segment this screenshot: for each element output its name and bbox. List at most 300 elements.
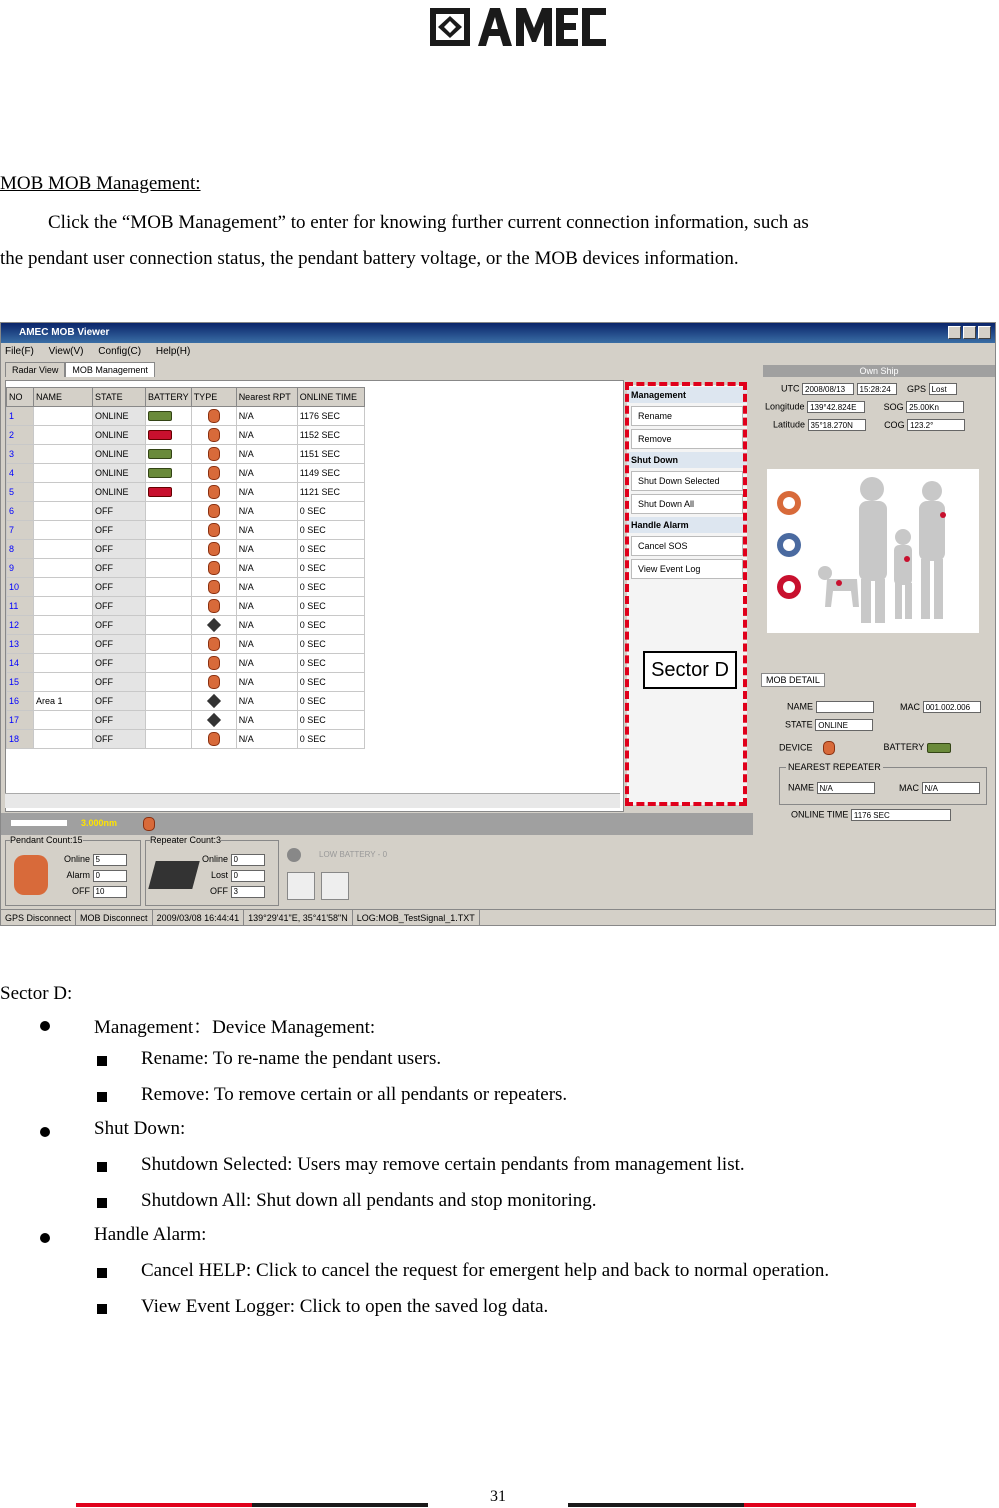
own-ship-title: Own Ship — [763, 365, 995, 377]
r-off-label: OFF — [210, 886, 229, 896]
detail-mac-label: MAC — [900, 701, 921, 712]
section-heading: MOB MOB Management: — [0, 173, 201, 194]
cell-battery — [146, 502, 192, 521]
menu-view[interactable]: View(V) — [48, 346, 84, 357]
cell-online-time: 0 SEC — [297, 673, 364, 692]
utc-date-field[interactable] — [802, 383, 854, 395]
pendant-icon — [208, 466, 220, 480]
cell-online-time: 0 SEC — [297, 502, 364, 521]
cell-nearest-rpt: N/A — [236, 540, 297, 559]
cell-nearest-rpt: N/A — [236, 521, 297, 540]
cell-online-time: 0 SEC — [297, 635, 364, 654]
table-row[interactable] — [7, 635, 365, 654]
mob-viewer-window — [0, 322, 996, 926]
cell-nearest-rpt: N/A — [236, 464, 297, 483]
cell-online-time: 0 SEC — [297, 654, 364, 673]
cell-type — [191, 445, 236, 464]
cell-state: OFF — [93, 616, 146, 635]
col-no[interactable]: NO — [7, 388, 34, 407]
detail-name-field[interactable] — [816, 701, 874, 713]
cell-nearest-rpt: N/A — [236, 730, 297, 749]
bullet-dot-icon — [40, 1233, 50, 1243]
cell-name — [34, 540, 93, 559]
pendant-icon — [208, 675, 220, 689]
page-number: 31 — [490, 1488, 506, 1505]
sub-item-view-event-logger — [141, 1296, 548, 1318]
repeater-icon — [207, 694, 221, 708]
pendant-device-icon — [14, 855, 48, 895]
battery-icon — [148, 487, 172, 497]
menu-file[interactable]: File(F) — [5, 346, 34, 357]
table-row[interactable] — [7, 540, 365, 559]
table-row[interactable] — [7, 730, 365, 749]
cell-type — [191, 616, 236, 635]
cell-name — [34, 521, 93, 540]
cell-battery — [146, 407, 192, 426]
cell-no: 13 — [7, 635, 34, 654]
online-time-row — [791, 809, 951, 821]
table-row[interactable] — [7, 654, 365, 673]
status-mob: MOB Disconnect — [76, 910, 153, 926]
online-time-label: ONLINE TIME — [791, 809, 849, 820]
sog-label: SOG — [883, 401, 904, 412]
cell-name — [34, 483, 93, 502]
pendant-icon — [208, 523, 220, 537]
pendant-icon — [208, 656, 220, 670]
menu-config[interactable]: Config(C) — [98, 346, 142, 357]
cell-battery — [146, 540, 192, 559]
online-time-field[interactable] — [851, 809, 951, 821]
cell-battery — [146, 673, 192, 692]
count-area — [1, 836, 753, 908]
sector-d-label: Sector D — [643, 651, 737, 689]
cell-name — [34, 616, 93, 635]
pendant-icon — [208, 542, 220, 556]
longitude-field[interactable] — [807, 401, 865, 413]
p-online-label: Online — [64, 854, 91, 864]
sub-item-text: Shutdown All: Shut down all pendants and stop monitoring. — [141, 1190, 597, 1211]
cell-battery — [146, 578, 192, 597]
repeater-icon — [207, 618, 221, 632]
gps-field[interactable] — [929, 383, 957, 395]
cell-type — [191, 483, 236, 502]
table-row[interactable] — [7, 483, 365, 502]
cell-no: 7 — [7, 521, 34, 540]
cell-name — [34, 464, 93, 483]
footer-line-dark-right — [568, 1503, 744, 1507]
scale-text: 3.000nm — [81, 818, 118, 828]
battery-icon — [148, 430, 172, 440]
cell-type — [191, 673, 236, 692]
cell-name — [34, 654, 93, 673]
p-alarm-field[interactable] — [93, 870, 127, 882]
utc-label: UTC — [781, 383, 800, 394]
rep-name-field[interactable] — [817, 782, 875, 794]
intro-line-1: Click the “MOB Management” to enter for knowing further current connection information, such as — [48, 212, 809, 233]
tab-radar-view[interactable]: Radar View — [5, 362, 65, 377]
battery-icon — [927, 743, 951, 753]
bullet-square-icon — [97, 1162, 107, 1172]
cell-no: 16 — [7, 692, 34, 711]
sub-item-text: Remove: To remove certain or all pendants or repeaters. — [141, 1084, 568, 1105]
pendant-icon — [143, 817, 155, 831]
cell-online-time: 1151 SEC — [297, 445, 364, 464]
cell-nearest-rpt: N/A — [236, 578, 297, 597]
cell-nearest-rpt: N/A — [236, 673, 297, 692]
table-row[interactable] — [7, 616, 365, 635]
cell-nearest-rpt: N/A — [236, 445, 297, 464]
cell-battery — [146, 559, 192, 578]
detail-mac-field[interactable] — [923, 701, 981, 713]
col-online-time[interactable]: ONLINE TIME — [297, 388, 364, 407]
cell-battery — [146, 635, 192, 654]
tab-mob-detail[interactable]: MOB DETAIL — [761, 673, 825, 687]
remove-button[interactable]: Remove — [631, 429, 743, 449]
cell-no: 2 — [7, 426, 34, 445]
cell-nearest-rpt: N/A — [236, 502, 297, 521]
cell-state: OFF — [93, 578, 146, 597]
window-titlebar: AMEC MOB Viewer — [1, 323, 995, 343]
cell-type — [191, 426, 236, 445]
table-row[interactable] — [7, 445, 365, 464]
low-battery-text: LOW BATTERY - 0 — [319, 850, 388, 859]
cell-no: 11 — [7, 597, 34, 616]
mob-table-area — [5, 380, 624, 812]
status-gps: GPS Disconnect — [1, 910, 76, 926]
cell-nearest-rpt: N/A — [236, 407, 297, 426]
intro-paragraph — [0, 205, 999, 277]
repeater-count-group — [145, 835, 279, 906]
bullet-dot-icon — [40, 1021, 50, 1031]
table-row[interactable] — [7, 407, 365, 426]
cell-type — [191, 635, 236, 654]
cell-online-time: 0 SEC — [297, 711, 364, 730]
cell-online-time: 0 SEC — [297, 578, 364, 597]
battery-icon — [148, 411, 172, 421]
cell-battery — [146, 730, 192, 749]
view-event-log-button[interactable]: View Event Log — [631, 559, 743, 579]
detail-state-row — [785, 719, 873, 731]
pendant-count-label: Pendant Count:15 — [10, 835, 83, 845]
table-row[interactable] — [7, 559, 365, 578]
cell-no: 18 — [7, 730, 34, 749]
table-row[interactable] — [7, 711, 365, 730]
pendant-icon — [208, 580, 220, 594]
utc-row — [781, 383, 957, 395]
cell-battery — [146, 483, 192, 502]
status-position: 139°29'41"E, 35°41'58"N — [244, 910, 353, 926]
r-lost-field[interactable] — [231, 870, 265, 882]
cell-no: 4 — [7, 464, 34, 483]
sub-item-remove — [141, 1084, 567, 1106]
repeater-count-label: Repeater Count:3 — [150, 835, 222, 845]
sector-d-title: Sector D: — [0, 983, 73, 1004]
repeater-icon — [207, 713, 221, 727]
close-button[interactable] — [978, 326, 991, 339]
status-datetime: 2009/03/08 16:44:41 — [153, 910, 245, 926]
cell-no: 15 — [7, 673, 34, 692]
cell-type — [191, 464, 236, 483]
cell-online-time: 0 SEC — [297, 597, 364, 616]
cell-name — [34, 407, 93, 426]
cell-state: OFF — [93, 673, 146, 692]
cell-online-time: 0 SEC — [297, 692, 364, 711]
col-name[interactable]: NAME — [34, 388, 93, 407]
footer-line-red-right — [744, 1503, 916, 1507]
cell-battery — [146, 692, 192, 711]
cell-no: 8 — [7, 540, 34, 559]
shutdown-selected-button[interactable]: Shut Down Selected — [631, 471, 743, 491]
pendant-icon — [208, 447, 220, 461]
sub-item-text: View Event Logger: Click to open the saved log data. — [141, 1296, 549, 1317]
cell-battery — [146, 654, 192, 673]
cell-no: 14 — [7, 654, 34, 673]
management-header[interactable]: Management — [627, 387, 747, 403]
cell-name — [34, 559, 93, 578]
battery-icon — [148, 468, 172, 478]
cancel-sos-button[interactable]: Cancel SOS — [631, 536, 743, 556]
sub-item-cancel-help — [141, 1260, 829, 1282]
cell-state: OFF — [93, 635, 146, 654]
cell-no: 12 — [7, 616, 34, 635]
cell-no: 10 — [7, 578, 34, 597]
mob-table — [6, 387, 365, 749]
rep-name-label: NAME — [788, 782, 815, 793]
repeater-stats — [202, 851, 265, 899]
cell-type — [191, 654, 236, 673]
cell-type — [191, 597, 236, 616]
cell-state: OFF — [93, 502, 146, 521]
rep-mac-label: MAC — [899, 782, 920, 793]
cell-online-time: 0 SEC — [297, 540, 364, 559]
cell-state: OFF — [93, 540, 146, 559]
table-row[interactable] — [7, 578, 365, 597]
bullet-dot-icon — [40, 1127, 50, 1137]
sound-button[interactable] — [287, 872, 315, 900]
r-lost-label: Lost — [211, 870, 229, 880]
cell-name — [34, 730, 93, 749]
cell-name — [34, 578, 93, 597]
scale-bar — [1, 813, 753, 835]
detail-name-label: NAME — [787, 701, 814, 712]
cell-type — [191, 407, 236, 426]
shutdown-all-button[interactable]: Shut Down All — [631, 494, 743, 514]
cell-online-time: 1152 SEC — [297, 426, 364, 445]
amec-logo — [430, 4, 606, 50]
bullet-square-icon — [97, 1198, 107, 1208]
pendant-icon — [208, 485, 220, 499]
cell-battery — [146, 464, 192, 483]
cell-no: 3 — [7, 445, 34, 464]
status-bar — [1, 909, 995, 926]
r-online-label: Online — [202, 854, 229, 864]
cell-no: 9 — [7, 559, 34, 578]
cell-no: 6 — [7, 502, 34, 521]
table-row[interactable] — [7, 673, 365, 692]
cell-state: OFF — [93, 711, 146, 730]
mob-table-body — [7, 407, 365, 749]
cell-online-time: 0 SEC — [297, 616, 364, 635]
cell-battery — [146, 597, 192, 616]
cell-battery — [146, 445, 192, 464]
user-button[interactable] — [321, 872, 349, 900]
view-tabs — [5, 362, 155, 380]
list-item-shutdown — [94, 1118, 185, 1140]
sub-item-text: Cancel HELP: Click to cancel the request for emergent help and back to normal operation. — [141, 1260, 830, 1281]
cell-name — [34, 711, 93, 730]
table-row[interactable] — [7, 521, 365, 540]
p-off-label: OFF — [72, 886, 91, 896]
cell-online-time: 1121 SEC — [297, 483, 364, 502]
cell-nearest-rpt: N/A — [236, 483, 297, 502]
cell-online-time: 1176 SEC — [297, 407, 364, 426]
detail-state-field[interactable] — [815, 719, 873, 731]
cell-type — [191, 559, 236, 578]
pendant-icon — [208, 428, 220, 442]
status-log: LOG:MOB_TestSignal_1.TXT — [353, 910, 480, 926]
detail-device-row — [779, 741, 951, 755]
cell-state: ONLINE — [93, 426, 146, 445]
cell-name — [34, 673, 93, 692]
pendant-icon — [823, 741, 835, 755]
cell-type — [191, 578, 236, 597]
cell-online-time: 0 SEC — [297, 521, 364, 540]
table-row[interactable] — [7, 502, 365, 521]
sector-d-highlight — [625, 382, 747, 806]
shutdown-header[interactable]: Shut Down — [627, 452, 747, 468]
pendant-icon — [208, 409, 220, 423]
cell-battery — [146, 426, 192, 445]
cell-no: 1 — [7, 407, 34, 426]
cell-state: OFF — [93, 521, 146, 540]
cell-state: OFF — [93, 559, 146, 578]
rename-button[interactable]: Rename — [631, 406, 743, 426]
cell-nearest-rpt: N/A — [236, 692, 297, 711]
cog-label: COG — [884, 419, 905, 430]
list-item-management — [94, 1012, 375, 1039]
sog-field[interactable] — [906, 401, 964, 413]
table-row[interactable] — [7, 692, 365, 711]
sub-item-rename — [141, 1048, 441, 1070]
cell-state: OFF — [93, 730, 146, 749]
latitude-row — [773, 419, 965, 431]
cell-battery — [146, 616, 192, 635]
cell-type — [191, 502, 236, 521]
right-pane — [757, 362, 995, 906]
pendant-icon — [208, 599, 220, 613]
status-light-icon — [287, 848, 301, 862]
cog-field[interactable] — [907, 419, 965, 431]
menu-bar — [1, 344, 198, 360]
cell-name — [34, 635, 93, 654]
bullet-square-icon — [97, 1304, 107, 1314]
p-online-field[interactable] — [93, 854, 127, 866]
tab-mob-management[interactable]: MOB Management — [65, 362, 155, 377]
cell-name: Area 1 — [34, 692, 93, 711]
cell-online-time: 0 SEC — [297, 730, 364, 749]
r-online-field[interactable] — [231, 854, 265, 866]
minimize-button[interactable] — [948, 326, 961, 339]
p-off-field[interactable] — [93, 886, 127, 898]
family-illustration — [767, 469, 979, 633]
list-item-text: Management：Device Management: — [94, 1017, 376, 1038]
intro-line-2: the pendant user connection status, the pendant battery voltage, or the MOB devices information. — [0, 248, 739, 269]
cell-nearest-rpt: N/A — [236, 654, 297, 673]
pendant-stats — [64, 851, 127, 899]
maximize-button[interactable] — [963, 326, 976, 339]
r-off-field[interactable] — [231, 886, 265, 898]
longitude-row — [765, 401, 964, 413]
cell-name — [34, 597, 93, 616]
cell-online-time: 0 SEC — [297, 559, 364, 578]
sub-item-shutdown-all — [141, 1190, 596, 1212]
rep-row — [788, 782, 980, 794]
latitude-label: Latitude — [773, 419, 806, 430]
handle-alarm-header[interactable]: Handle Alarm — [627, 517, 747, 533]
col-nearest-rpt[interactable]: Nearest RPT — [236, 388, 297, 407]
table-row[interactable] — [7, 464, 365, 483]
repeater-device-icon — [148, 861, 200, 889]
col-state[interactable]: STATE — [93, 388, 146, 407]
cell-nearest-rpt: N/A — [236, 597, 297, 616]
cell-nearest-rpt: N/A — [236, 426, 297, 445]
detail-device-label: DEVICE — [779, 742, 813, 753]
cell-name — [34, 502, 93, 521]
sub-item-text: Shutdown Selected: Users may remove certain pendants from management list. — [141, 1154, 745, 1175]
longitude-label: Longitude — [765, 401, 805, 412]
detail-state-label: STATE — [785, 719, 813, 730]
cell-state: ONLINE — [93, 407, 146, 426]
nearest-repeater-label: NEAREST REPEATER — [788, 762, 881, 772]
horizontal-scrollbar[interactable] — [5, 793, 620, 808]
cell-state: OFF — [93, 654, 146, 673]
cell-state: OFF — [93, 597, 146, 616]
gps-label: GPS — [907, 383, 927, 394]
cell-state: ONLINE — [93, 445, 146, 464]
rep-mac-field[interactable] — [922, 782, 980, 794]
list-item-text: Shut Down: — [94, 1118, 186, 1139]
col-battery[interactable]: BATTERY — [146, 388, 192, 407]
pendant-icon — [208, 504, 220, 518]
scale-slider[interactable] — [11, 820, 67, 826]
cell-type — [191, 692, 236, 711]
family-silhouette-icon — [767, 469, 979, 633]
list-item-text: Handle Alarm: — [94, 1224, 207, 1245]
menu-help[interactable]: Help(H) — [155, 346, 191, 357]
cell-name — [34, 445, 93, 464]
latitude-field[interactable] — [808, 419, 866, 431]
sub-item-text: Rename: To re-name the pendant users. — [141, 1048, 442, 1069]
footer-line-dark-left — [252, 1503, 428, 1507]
cell-name — [34, 426, 93, 445]
battery-icon — [148, 449, 172, 459]
col-type[interactable]: TYPE — [191, 388, 236, 407]
cell-nearest-rpt: N/A — [236, 616, 297, 635]
utc-time-field[interactable] — [857, 383, 897, 395]
sub-item-shutdown-selected — [141, 1154, 745, 1176]
cell-nearest-rpt: N/A — [236, 559, 297, 578]
table-row[interactable] — [7, 426, 365, 445]
detail-name-row — [787, 701, 981, 713]
p-alarm-label: Alarm — [66, 870, 91, 880]
pendant-icon — [208, 732, 220, 746]
nearest-repeater-group — [779, 762, 987, 805]
cell-type — [191, 521, 236, 540]
cell-online-time: 1149 SEC — [297, 464, 364, 483]
table-row[interactable] — [7, 597, 365, 616]
cell-type — [191, 730, 236, 749]
cell-type — [191, 711, 236, 730]
